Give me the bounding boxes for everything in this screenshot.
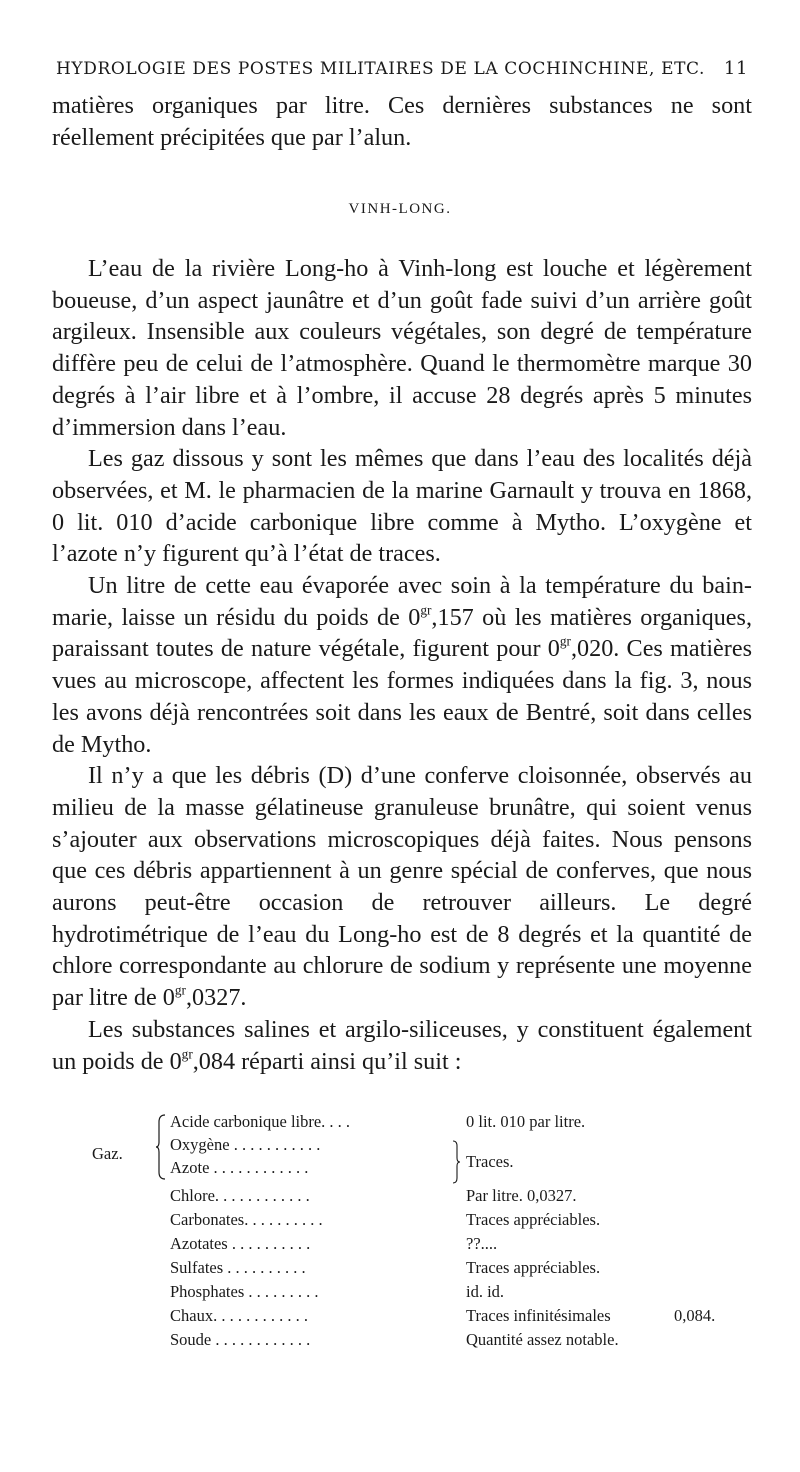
- traces-brace-icon: [452, 1140, 460, 1184]
- table-row: Phosphates . . . . . . . . . id. id.: [170, 1282, 505, 1301]
- total-value: 0,084.: [674, 1306, 716, 1325]
- page-number: 11: [723, 58, 748, 79]
- paragraph-1: L’eau de la rivière Long-ho à Vinh-long est louche et légèrement boueuse, d’un aspect jaunâtre et d’un goût fade suivi d’un arrière goût argileux. Insensible aux couleurs végétales, son degré de température diffère peu de celui de l’atmosphère. Quand le thermomètre marque 30 degrés à l’air libre et à l’ombre, il accuse 28 degrés après 5 minutes d’immersion dans l’eau.: [52, 255, 752, 441]
- running-title: HYDROLOGIE DES POSTES MILITAIRES DE LA COCHINCHINE, ETC.: [56, 59, 706, 79]
- table-row: Carbonates. . . . . . . . . . Traces appréciables.: [170, 1210, 601, 1229]
- table-row: Sulfates . . . . . . . . . . Traces appréciables.: [170, 1258, 601, 1277]
- paragraph-2: Les gaz dissous y sont les mêmes que dans l’eau des localités déjà observées, et M. le pharmacien de la marine Garnault y trouva en 1868, 0 lit. 010 d’acide carbonique libre comme à Mytho. L’oxygène et l’azote n’y figurent qu’à l’état de traces.: [52, 445, 752, 568]
- table-row: Azotates . . . . . . . . . . ??....: [170, 1234, 498, 1253]
- unit-gr: gr: [559, 633, 571, 649]
- intro-line-2: réellement précipitées que par l’alun.: [52, 123, 412, 151]
- table-row: Chlore. . . . . . . . . . . . Par litre. 0,0327.: [170, 1186, 577, 1205]
- table-row: Oxygène . . . . . . . . . . .: [170, 1135, 321, 1154]
- section-heading: VINH-LONG.: [348, 201, 452, 217]
- paragraph-5: Les substances salines et argilo-siliceuses, y constituent également un poids de $0^{gr},084$ réparti ainsi qu’il suit :: [52, 1015, 752, 1075]
- paragraph-4: Il n’y a que les débris (D) d’une conferve cloisonnée, observés au milieu de la masse gélatineuse granuleuse brunâtre, qui soient venus s’ajouter aux observations microscopiques déjà faites. Nous pensons que ces débris appartiennent à un genre spécial de conferves, que nous aurons peut-être occasion de retrouver ailleurs. Le degré hydrotimétrique de l’eau du Long-ho est de 8 degrés et la quantité de chlore correspondante au chlorure de sodium y représente une moyenne par litre de $0^{gr},0327$.: [52, 762, 752, 1012]
- running-head: [56, 58, 748, 79]
- unit-gr: gr: [181, 1045, 193, 1061]
- table-row: Soude . . . . . . . . . . . . Quantité assez notable.: [170, 1330, 619, 1349]
- table-row: Acide carbonique libre. . . . 0 lit. 010 par litre.: [170, 1112, 586, 1131]
- intro-text: [52, 90, 752, 153]
- table-row: Chaux. . . . . . . . . . . . Traces infinitésimales 0,084.: [170, 1306, 716, 1325]
- unit-gr: gr: [420, 602, 432, 618]
- traces-label: Traces.: [466, 1152, 514, 1171]
- main-text: [52, 253, 752, 1077]
- paragraph-3: Un litre de cette eau évaporée avec soin à la température du bain-marie, laisse un résidu du poids de $0^{gr},157$ où les matières organiques, paraissant toutes de nature végétale, figurent pour $0^{gr},020$. Ces matières vues au microscope, affectent les formes indiquées dans la fig. 3, nous les avons déjà rencontrées soit dans les eaux de Bentré, soit dans celles de Mytho.: [52, 572, 752, 758]
- table-row: Azote . . . . . . . . . . . .: [170, 1158, 309, 1177]
- unit-gr: gr: [174, 982, 186, 998]
- gaz-label: Gaz.: [92, 1144, 123, 1163]
- intro-line-1: matières organiques par litre. Ces dernières substances ne sont: [52, 92, 752, 119]
